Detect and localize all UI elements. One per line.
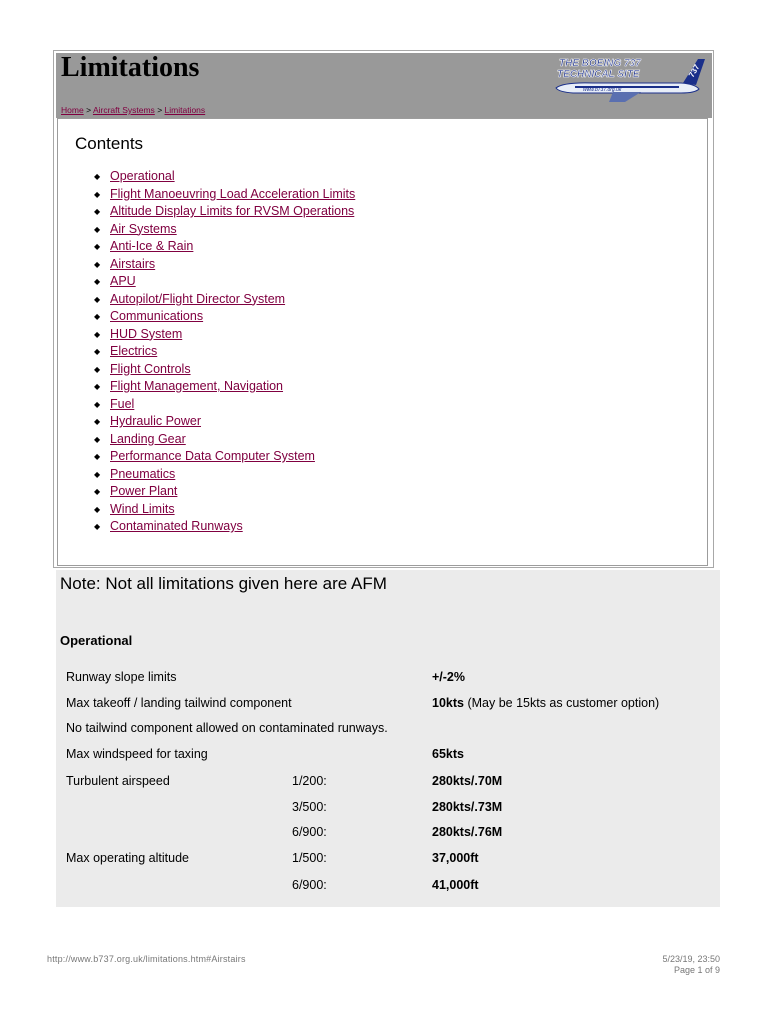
logo-line2: TECHNICAL SITE bbox=[557, 69, 640, 80]
limit-value-note: (May be 15kts as customer option) bbox=[463, 696, 660, 710]
limit-row bbox=[66, 848, 706, 868]
page-title: Limitations bbox=[61, 52, 200, 83]
contents-list-item bbox=[94, 466, 355, 484]
bullet-icon: ◆ bbox=[94, 259, 101, 269]
contents-list-item bbox=[94, 361, 355, 379]
bullet-icon: ◆ bbox=[94, 172, 101, 181]
limit-value-text: 280kts/.70M bbox=[432, 774, 503, 788]
bullet-icon: ◆ bbox=[94, 399, 101, 409]
limit-condition: 3/500: bbox=[292, 800, 327, 814]
limit-row bbox=[66, 822, 706, 842]
contents-link[interactable]: Power Plant bbox=[110, 484, 178, 498]
bullet-icon: ◆ bbox=[94, 417, 101, 426]
breadcrumb-separator: > bbox=[157, 105, 163, 115]
bullet-icon: ◆ bbox=[94, 364, 101, 374]
bullet-icon: ◆ bbox=[94, 189, 101, 199]
contents-link[interactable]: Autopilot/Flight Director System bbox=[110, 291, 286, 306]
limit-condition: 1/200: bbox=[292, 774, 327, 788]
contents-link[interactable]: Fuel bbox=[110, 396, 135, 411]
limit-label: Turbulent airspeed bbox=[66, 774, 170, 788]
bullet-icon: ◆ bbox=[94, 224, 101, 234]
limit-value-text: +/-2% bbox=[432, 670, 466, 684]
bullet-icon: ◆ bbox=[94, 469, 101, 479]
bullet-icon: ◆ bbox=[94, 452, 101, 461]
bullet-icon: ◆ bbox=[94, 504, 101, 514]
contents-link[interactable]: Flight Controls bbox=[110, 361, 191, 376]
bullet-icon: ◆ bbox=[94, 347, 101, 356]
boeing-737-logo-icon bbox=[553, 55, 709, 103]
bullet-icon: ◆ bbox=[94, 382, 101, 391]
contents-list-item bbox=[94, 291, 355, 309]
footer-url: http://www.b737.org.uk/limitations.htm#Airstairs bbox=[47, 954, 246, 964]
contents-heading: Contents bbox=[75, 134, 144, 153]
contents-link[interactable]: Communications bbox=[110, 309, 204, 323]
contents-list-item bbox=[94, 273, 355, 291]
logo-url-text: www.b737.org.uk bbox=[583, 87, 622, 93]
contents-link[interactable]: Hydraulic Power bbox=[110, 414, 202, 428]
limit-row bbox=[66, 693, 706, 713]
bullet-icon: ◆ bbox=[94, 207, 101, 216]
contents-link[interactable]: Flight Management, Navigation bbox=[110, 379, 284, 393]
limit-value-text: 280kts/.73M bbox=[432, 800, 503, 814]
limit-value-text: 37,000ft bbox=[432, 851, 479, 865]
contents-list-item bbox=[94, 501, 355, 519]
logo-tail-text: 737 bbox=[686, 62, 702, 79]
limit-value-text: 65kts bbox=[432, 747, 464, 761]
limit-value bbox=[432, 797, 502, 817]
contents-list-item bbox=[94, 448, 355, 466]
contents-list-item bbox=[94, 396, 355, 414]
bullet-icon: ◆ bbox=[94, 277, 101, 286]
operational-heading: Operational bbox=[60, 633, 133, 648]
contents-link[interactable]: Electrics bbox=[110, 344, 158, 358]
limit-condition: 6/900: bbox=[292, 878, 327, 892]
contents-list-item bbox=[94, 518, 355, 536]
contents-list-item bbox=[94, 483, 355, 501]
limit-row bbox=[66, 744, 706, 764]
limit-row bbox=[66, 718, 706, 738]
bullet-icon: ◆ bbox=[94, 242, 101, 251]
contents-list-item bbox=[94, 343, 355, 361]
contents-list-item bbox=[94, 308, 355, 326]
limit-label: Runway slope limits bbox=[66, 670, 177, 684]
afm-note: Note: Not all limitations given here are AFM bbox=[60, 574, 387, 593]
contents-list-item bbox=[94, 326, 355, 344]
limit-value bbox=[432, 693, 659, 713]
breadcrumb-separator: > bbox=[86, 105, 92, 115]
contents-link[interactable]: Landing Gear bbox=[110, 431, 186, 446]
bullet-icon: ◆ bbox=[94, 294, 101, 304]
limit-value-text: 10kts bbox=[432, 696, 464, 710]
bullet-icon: ◆ bbox=[94, 522, 101, 531]
limit-label: Max windspeed for taxing bbox=[66, 747, 208, 761]
contents-list bbox=[94, 168, 355, 536]
limit-value bbox=[432, 667, 465, 687]
contents-link[interactable]: Flight Manoeuvring Load Acceleration Limits bbox=[110, 186, 356, 201]
contents-link[interactable]: Anti-Ice & Rain bbox=[110, 239, 194, 253]
breadcrumb-aircraft-systems-link[interactable]: Aircraft Systems bbox=[92, 105, 155, 115]
contents-list-item bbox=[94, 431, 355, 449]
limit-condition: 1/500: bbox=[292, 851, 327, 865]
bullet-icon: ◆ bbox=[94, 487, 101, 496]
contents-list-item bbox=[94, 378, 355, 396]
contents-link[interactable]: HUD System bbox=[110, 326, 183, 341]
limit-label: Max takeoff / landing tailwind component bbox=[66, 696, 292, 710]
breadcrumb bbox=[61, 105, 205, 115]
limit-condition: 6/900: bbox=[292, 825, 327, 839]
limit-row bbox=[66, 875, 706, 895]
contents-list-item bbox=[94, 203, 355, 221]
bullet-icon: ◆ bbox=[94, 329, 101, 339]
limit-label: No tailwind component allowed on contaminated runways. bbox=[66, 721, 388, 735]
breadcrumb-limitations-link[interactable]: Limitations bbox=[164, 105, 206, 115]
limit-row bbox=[66, 797, 706, 817]
limit-value bbox=[432, 875, 479, 895]
contents-link[interactable]: Altitude Display Limits for RVSM Operations bbox=[110, 204, 355, 218]
contents-link[interactable]: Operational bbox=[110, 169, 175, 183]
breadcrumb-home-link[interactable]: Home bbox=[61, 105, 84, 115]
contents-link[interactable]: Air Systems bbox=[110, 221, 177, 236]
contents-link[interactable]: Performance Data Computer System bbox=[110, 449, 315, 463]
contents-list-item bbox=[94, 221, 355, 239]
contents-link[interactable]: Wind Limits bbox=[110, 501, 175, 516]
contents-link[interactable]: APU bbox=[110, 274, 136, 288]
contents-link[interactable]: Contaminated Runways bbox=[110, 519, 243, 533]
limit-value bbox=[432, 848, 479, 868]
contents-list-item bbox=[94, 186, 355, 204]
contents-list-item bbox=[94, 168, 355, 186]
limit-value-text: 41,000ft bbox=[432, 878, 479, 892]
contents-list-item bbox=[94, 413, 355, 431]
footer-date: 5/23/19, 23:50 bbox=[662, 954, 720, 964]
contents-list-item bbox=[94, 256, 355, 274]
limit-row bbox=[66, 667, 706, 687]
limit-value bbox=[432, 771, 502, 791]
limit-label: Max operating altitude bbox=[66, 851, 189, 865]
site-logo[interactable] bbox=[553, 55, 709, 103]
bullet-icon: ◆ bbox=[94, 312, 101, 321]
bullet-icon: ◆ bbox=[94, 434, 101, 444]
contents-list-item bbox=[94, 238, 355, 256]
limit-value-text: 280kts/.76M bbox=[432, 825, 503, 839]
limit-row bbox=[66, 771, 706, 791]
logo-line1: THE BOEING 737 bbox=[559, 58, 641, 69]
contents-link[interactable]: Airstairs bbox=[110, 256, 156, 271]
limit-value bbox=[432, 822, 502, 842]
footer-page-number: Page 1 of 9 bbox=[673, 965, 720, 975]
contents-link[interactable]: Pneumatics bbox=[110, 466, 176, 481]
limit-value bbox=[432, 744, 464, 764]
